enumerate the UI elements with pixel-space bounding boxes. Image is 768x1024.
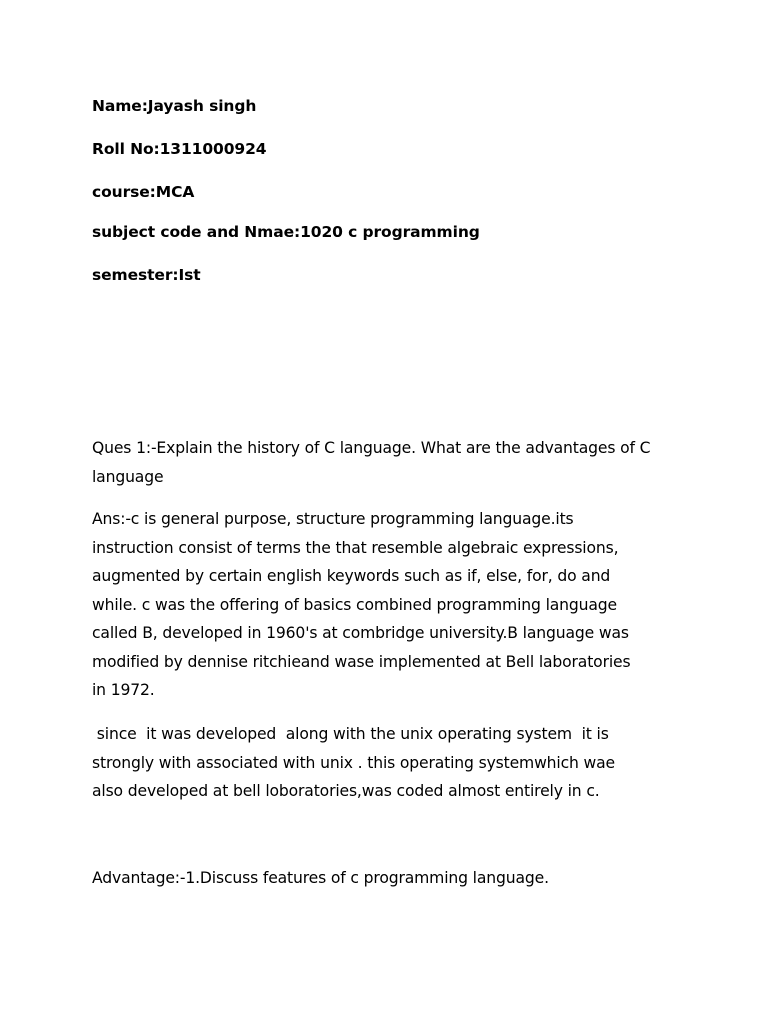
answer-line: Ans:-c is general purpose, structure programming language.its bbox=[92, 510, 574, 528]
answer-line: instruction consist of terms the that resemble algebraic expressions, bbox=[92, 538, 619, 557]
semester: semester:Ist bbox=[92, 266, 201, 284]
paragraph-line: since it was developed along with the unix operating system it is bbox=[92, 725, 609, 743]
course: course:MCA bbox=[92, 183, 195, 201]
answer-line: augmented by certain english keywords such as if, else, for, do and bbox=[92, 567, 611, 585]
answer-line: while. c was the offering of basics combined programming language bbox=[92, 595, 617, 614]
roll-number: Roll No:1311000924 bbox=[92, 140, 267, 158]
answer-line: in 1972. bbox=[92, 681, 155, 699]
answer-paragraph bbox=[92, 505, 692, 705]
student-name: Name:Jayash singh bbox=[92, 97, 257, 115]
paragraph-line: also developed at bell loboratories,was coded almost entirely in c. bbox=[92, 782, 600, 800]
question-1 bbox=[92, 434, 692, 491]
advantage-paragraph bbox=[92, 864, 692, 893]
answer-line: called B, developed in 1960's at combridge university.B language was bbox=[92, 624, 629, 642]
question-line: language bbox=[92, 467, 164, 486]
advantage-line: Advantage:-1.Discuss features of c programming language. bbox=[92, 869, 549, 887]
paragraph-line: strongly with associated with unix . this operating systemwhich wae bbox=[92, 753, 616, 772]
subject-code-and-name: subject code and Nmae:1020 c programming bbox=[92, 223, 480, 241]
unix-paragraph bbox=[92, 720, 692, 806]
answer-line: modified by dennise ritchieand wase implemented at Bell laboratories bbox=[92, 652, 631, 671]
question-line: Ques 1:-Explain the history of C language. What are the advantages of C bbox=[92, 439, 651, 457]
